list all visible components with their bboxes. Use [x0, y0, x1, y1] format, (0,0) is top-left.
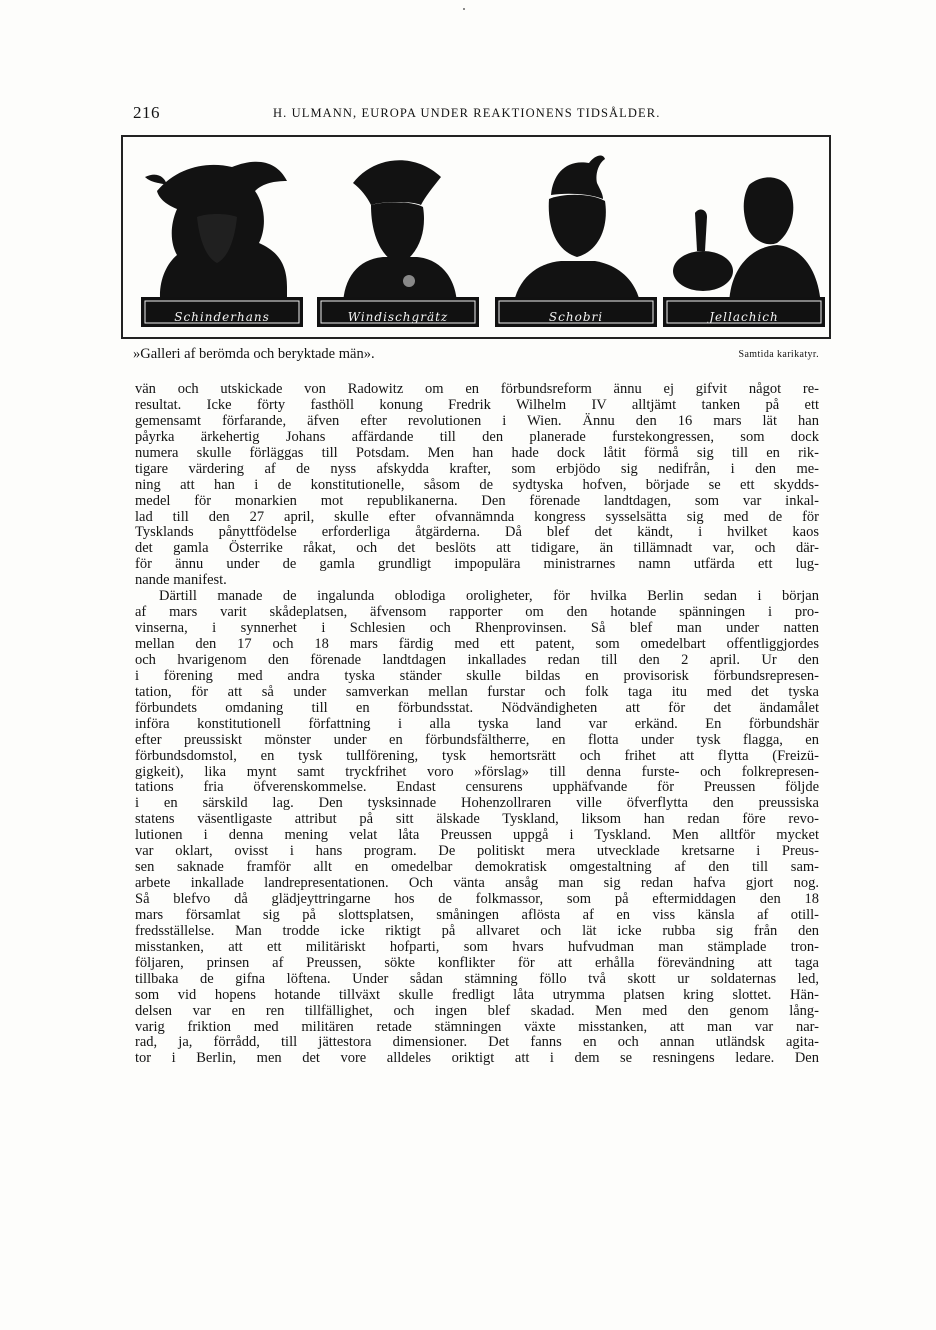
text-line: Tysklands pånyttfödelse erforderliga åtgärderna. Då blef det kändt, i hvilket kaos [135, 524, 819, 541]
figure-caption [133, 343, 819, 365]
caption-credit: Samtida karikatyr. [738, 349, 819, 360]
text-line: tation, för att så under samverkan mellan furstar och folk taga itu med det tyska [135, 683, 819, 700]
silhouette-icon [491, 147, 661, 333]
nameplate-label: Schinderhans [174, 310, 270, 324]
text-line: i förening med andra tyska ständer skulle bildas en provisorisk förbundsrepresen- [135, 667, 819, 684]
text-line: sen saknade framför allt en omedelbar demokratisk omgestaltning af den till sam- [135, 859, 819, 876]
text-line: tillbaka de gifna löftena. Under sådan stämning föllo två skott ur soldaternas led, [135, 970, 819, 987]
text-line: mellan den 17 och 18 mars färdig med ett patent, som omedelbart offentliggjordes [135, 636, 819, 652]
page-number: 216 [133, 103, 160, 122]
portrait-windischgratz [313, 147, 483, 333]
silhouette-icon [313, 147, 483, 333]
text-line: rad, ja, förrådd, till jättestora dimensioner. Det fanns en och annan utländsk agita- [135, 1034, 819, 1051]
text-line: införa konstitutionell författning i alla tyska land var erkänd. En förbundshär [135, 715, 819, 732]
text-line: lad till den 27 april, skulle efter ofvannämnda kongress sysselsätta sig med de för [135, 508, 819, 525]
silhouette-icon [659, 147, 829, 333]
silhouette-icon [137, 147, 307, 333]
text-line: det gamla Österrike råkat, och det beslöts att tidigare, än tillämnadt var, och där- [135, 540, 819, 557]
text-line: förbundsdomstol, en tysk tullförening, tysk hemortsrätt och frihet att flytta (Freizü- [135, 747, 819, 764]
running-head: H. ULMANN, EUROPA UNDER REAKTIONENS TIDSÅLDER. [273, 106, 661, 120]
text-line: mars församlat sig på slottsplatsen, småningen aflösta af en viss känsla af otill- [135, 906, 819, 923]
text-line: lutionen i denna mening velat låta Preussen uppgå i Tyskland. Men alltför mycket [135, 827, 819, 844]
text-line: varig friktion med militären retade stämningen växte misstanken, att man var nar- [135, 1018, 819, 1035]
text-line: statens väsentligaste attribut på sitt älskade Tyskland, liksom han redan före revo- [135, 811, 819, 828]
text-line: vän och utskickade von Radowitz om en förbundsreform ännu ej gifvit något re- [135, 381, 819, 397]
text-line: resultat. Icke förty fasthöll konung Fredrik Wilhelm IV alltjämt tanken på ett [135, 396, 819, 413]
portrait-schinderhans [137, 147, 307, 333]
text-line: Därtill manade de ingalunda oblodiga oroligheter, för hvilka Berlin sedan i början [159, 588, 819, 605]
text-line: följaren, prinsen af Preussen, sökte konflikter för att erhålla förevändning att taga [135, 954, 819, 971]
speck-mark [463, 8, 465, 10]
text-line: gigkeit), lika mynt samt tryckfrihet voro »förslag» till denna furste- och folkrepresen- [135, 763, 819, 780]
text-line: tigare värdering af de nyss afskydda krafter, som erbjödo sig nedifrån, i den me- [135, 460, 819, 477]
text-line: vinserna, i synnerhet i Schlesien och Rhenprovinsen. Så blef man under natten [135, 620, 819, 637]
nameplate-label: Jellachich [709, 310, 779, 324]
text-line: för ännu under de gamla grundligt impopulära ministrarnes namn utfärda ett lug- [135, 556, 819, 573]
text-line: nande manifest. [135, 572, 227, 589]
portrait-jellachich [659, 147, 829, 333]
text-line: som vid hopens hotande tillväxt skulle fredligt låta utrymma platsen kring slottet. Hän- [135, 986, 819, 1003]
text-line: tations fria öfverenskommelse. Endast censurens upphäfvande för Preussen följde [135, 779, 819, 796]
text-line: ning att han i de konstitutionelle, såsom de sydtyska hofven, började se ett skydds- [135, 476, 819, 493]
text-line: misstanken, att ett militäriskt hofparti, som hvars hufvudman man stämplade tron- [135, 938, 819, 955]
text-line: tor i Berlin, men det vore alldeles oriktigt att i dem se resningens ledare. Den [135, 1050, 819, 1067]
body-text [135, 382, 819, 1067]
text-line: delsen var en ren tillfällighet, och ingen blef skadad. Men med den genom lång- [135, 1002, 819, 1019]
nameplate-label: Schobri [548, 310, 604, 324]
text-line: Så blefvo då glädjeyttringarne hos de folkmassor, som på eftermiddagen den 18 [135, 891, 819, 907]
text-line: fredsställelse. Man trodde icke riktigt på allvaret och lät icke rubba sig från den [135, 922, 819, 939]
text-line: och hvarigenom den förenade landtdagen inkallades redan till den 2 april. Ur den [135, 651, 819, 668]
text-line: i en särskild lag. Den tysksinnade Hohenzollraren ville öfverflytta den preussiska [135, 795, 819, 812]
text-line: medel för monarkien mot republikanerna. Den förenade landtdagen, som var inkal- [135, 492, 819, 509]
text-line: numera skulle förläggas till Potsdam. Men han hade dock låtit förmå sig till en rik- [135, 444, 819, 461]
caricature-figure [121, 135, 831, 339]
nameplate-label: Windischgrätz [347, 310, 449, 324]
text-line: förbundets omdaning till en förbundsstat. Nödvändigheten att för det ändamålet [135, 699, 819, 716]
text-line: påyrka ärkehertig Johans affärdande till den planerade furstekongressen, som dock [135, 428, 819, 445]
text-line: af mars varit skådeplatsen, äfvensom rapporter om den hotande spänningen i pro- [135, 604, 819, 621]
text-line: arbete inkallade landrepresentationen. Och vänta ansåg man sig redan hafva gjort nog. [135, 875, 819, 892]
caption-title: »Galleri af berömda och beryktade män». [133, 346, 375, 362]
page-header [133, 103, 819, 123]
text-line: gemensamt förfarande, äfven efter revolutionen i Wien. Ännu den 16 mars lät han [135, 412, 819, 429]
text-line: efter preussiskt mönster under en förbundsfältherre, en flotta under tysk flagga, en [135, 731, 819, 748]
portrait-schobri [491, 147, 661, 333]
text-line: var oklart, ovisst i hans program. De politiskt mera utvecklade kretsarne i Preus- [135, 843, 819, 860]
